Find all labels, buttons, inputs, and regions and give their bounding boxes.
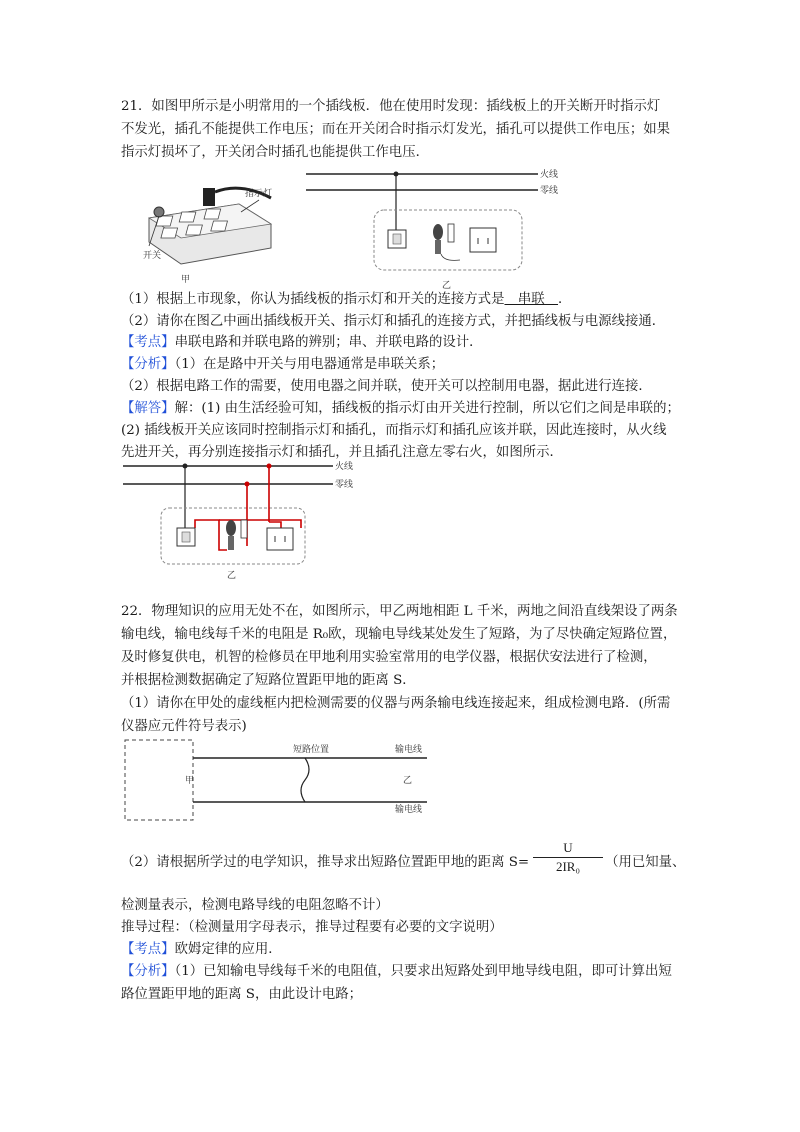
- q22-line-5: （1）请你在甲处的虚线框内把检测需要的仪器与两条输电线连接起来，组成检测电路．(所需: [121, 696, 671, 711]
- yi-label: 乙: [403, 776, 413, 786]
- fenxi-text-1: （1）在是路中开关与用电器通常是串联关系；: [174, 357, 445, 372]
- short-circuit-label: 短路位置: [293, 745, 330, 755]
- indicator-label: 指示灯: [245, 189, 273, 199]
- answer-figure-caption: 乙: [227, 571, 237, 581]
- wiring-diagram-question: [304, 166, 564, 290]
- q21-kaodian: [121, 334, 483, 352]
- q21-fenxi: [121, 356, 444, 374]
- q21-line-3: 指示灯损坏了，开关闭合时插孔也能提供工作电压．: [121, 145, 429, 160]
- q22-line-4: 并根据检测数据确定了短路位置距甲地的距离 S．: [121, 673, 416, 688]
- answer-zero-label: 零线: [335, 480, 354, 490]
- q21-answer-series: 串联: [504, 292, 559, 307]
- zero-line-label: 零线: [540, 186, 559, 196]
- transmission-line-figure: [121, 736, 451, 832]
- q22-fenxi: [121, 963, 672, 981]
- q22-line-6: 仪器应元件符号表示): [121, 719, 247, 734]
- figure-jia-caption: 甲: [181, 275, 191, 285]
- q21-line-2: 不发光，插孔不能提供工作电压；而在开关闭合时指示灯发光，插孔可以提供工作电压；如果: [121, 122, 671, 137]
- jieda-tag: 【解答】: [121, 401, 175, 416]
- formula-numerator: U: [563, 840, 573, 855]
- jieda-text-1: 解：(1) 由生活经验可知，插线板的指示灯由开关进行控制，所以它们之间是串联的；: [174, 401, 680, 416]
- q22-fenxi-2: 路位置距甲地的距离 S，由此设计电路；: [121, 987, 363, 1002]
- q22-tuidao: 推导过程：（检测量用字母表示，推导过程要有必要的文字说明）: [121, 920, 503, 935]
- fraction-bar: [533, 857, 603, 858]
- formula-denominator: 2IR₀: [555, 859, 581, 874]
- wiring-diagram-answer: [121, 458, 371, 582]
- q21-jieda-3: 先进开关，再分别连接指示灯和插孔，并且插孔注意左零右火，如图所示．: [121, 445, 563, 460]
- q22-fenxi-text-1: （1）已知输电导线每千米的电阻值，只要求出短路处到甲地导线电阻，即可计算出短: [174, 964, 672, 979]
- q21-part2: （2）请你在图乙中画出插线板开关、指示灯和插孔的连接方式，并把插线板与电源线接通．: [121, 314, 666, 329]
- kaodian-text: 串联电路和并联电路的辨别；串、并联电路的设计．: [174, 335, 483, 350]
- distance-formula: [533, 840, 603, 875]
- q22-kaodian-text: 欧姆定律的应用．: [174, 942, 282, 957]
- q21-jieda-2: (2) 插线板开关应该同时控制指示灯和插孔，而指示灯和插孔应该并联，因此连接时，从火线: [121, 423, 667, 438]
- power-strip-figure: [121, 178, 281, 288]
- fire-line-label: 火线: [540, 170, 559, 180]
- q22-part2-line2: 检测量表示，检测电路导线的电阻忽略不计）: [121, 898, 389, 913]
- q21-jieda: [121, 400, 680, 418]
- line-top-label: 输电线: [395, 745, 423, 755]
- q22-fenxi-tag: 【分析】: [121, 964, 175, 979]
- q21-part1-end: ．: [558, 292, 572, 307]
- q21-line-1: 21．如图甲所示是小明常用的一个插线板．他在使用时发现：插线板上的开关断开时指示灯: [121, 99, 661, 114]
- fenxi-tag: 【分析】: [121, 357, 175, 372]
- line-bottom-label: 输电线: [395, 805, 423, 815]
- jia-label: 甲: [185, 776, 195, 786]
- switch-label: 开关: [143, 251, 162, 261]
- kaodian-tag: 【考点】: [121, 335, 175, 350]
- figure-yi-caption: 乙: [442, 281, 452, 290]
- q21-part1-text: （1）根据上市现象，你认为插线板的指示灯和开关的连接方式是: [121, 292, 505, 307]
- q21-fenxi-2: （2）根据电路工作的需要，使用电器之间并联，使开关可以控制用电器，据此进行连接．: [121, 379, 652, 394]
- q22-kaodian: [121, 941, 282, 959]
- q22-line-2: 输电线，输电线每千米的电阻是 R₀欧，现输电导线某处发生了短路，为了尽快确定短路位置，: [121, 627, 677, 642]
- q22-line-1: 22．物理知识的应用无处不在，如图所示，甲乙两地相距 L 千米，两地之间沿直线架设了两条: [121, 604, 678, 619]
- q22-part2-end: （用已知量、: [605, 855, 686, 870]
- q22-kaodian-tag: 【考点】: [121, 942, 175, 957]
- q22-part2-text: （2）请根据所学过的电学知识，推导求出短路位置距甲地的距离 S=: [121, 855, 530, 870]
- q21-part1: [121, 291, 571, 309]
- q22-line-3: 及时修复供电，机智的检修员在甲地利用实验室常用的电学仪器，根据伏安法进行了检测，: [121, 650, 657, 665]
- answer-fire-label: 火线: [335, 462, 354, 472]
